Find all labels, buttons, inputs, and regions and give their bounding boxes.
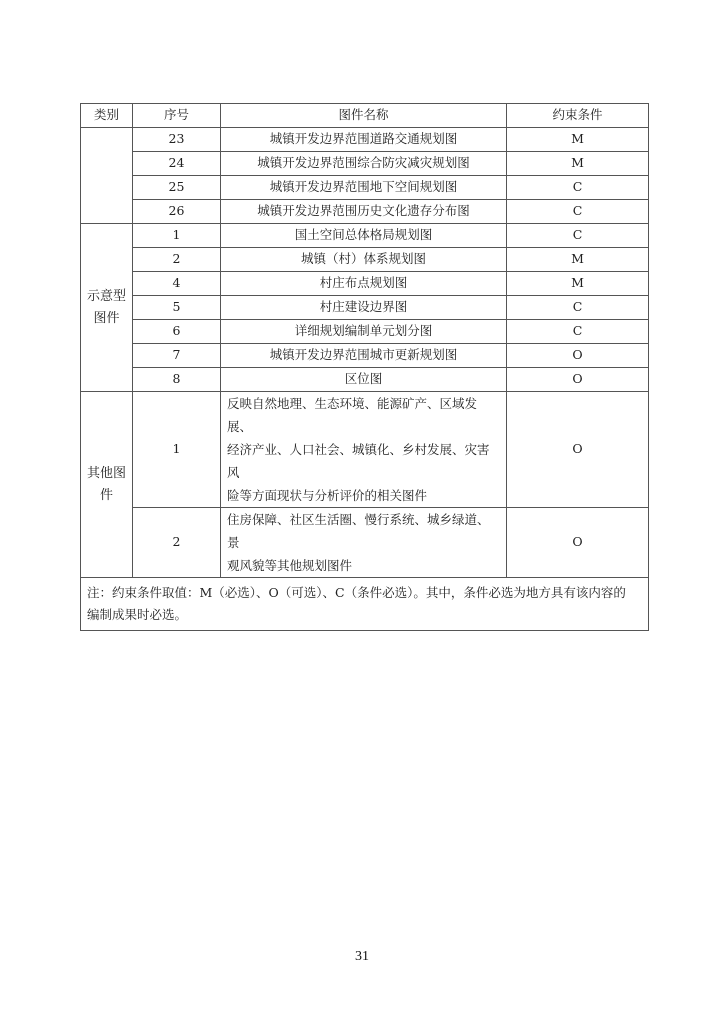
drawing-name-line: 经济产业、人口社会、城镇化、乡村发展、灾害风 bbox=[227, 442, 490, 480]
drawing-name-line: 观风貌等其他规划图件 bbox=[227, 558, 353, 573]
table-header-row bbox=[81, 104, 649, 128]
row-number: 24 bbox=[133, 152, 221, 176]
table-row bbox=[81, 176, 649, 200]
header-number: 序号 bbox=[133, 104, 221, 128]
row-number: 25 bbox=[133, 176, 221, 200]
table-row bbox=[81, 508, 649, 578]
table-row bbox=[81, 224, 649, 248]
row-number: 26 bbox=[133, 200, 221, 224]
header-constraint: 约束条件 bbox=[507, 104, 649, 128]
note-line: 编制成果时必选。 bbox=[87, 607, 188, 622]
row-number: 1 bbox=[133, 392, 221, 508]
row-drawing-name: 村庄建设边界图 bbox=[221, 296, 507, 320]
header-drawing-name: 图件名称 bbox=[221, 104, 507, 128]
category-cell-other bbox=[81, 392, 133, 578]
category-label-line: 图件 bbox=[93, 310, 120, 326]
header-category: 类别 bbox=[81, 104, 133, 128]
table-row bbox=[81, 368, 649, 392]
row-constraint: O bbox=[507, 368, 649, 392]
row-constraint: M bbox=[507, 128, 649, 152]
table-row bbox=[81, 152, 649, 176]
row-number: 4 bbox=[133, 272, 221, 296]
table-row bbox=[81, 392, 649, 508]
row-constraint: C bbox=[507, 224, 649, 248]
row-number: 2 bbox=[133, 508, 221, 578]
category-label-line: 其他图 bbox=[86, 465, 126, 481]
row-drawing-name: 详细规划编制单元划分图 bbox=[221, 320, 507, 344]
row-drawing-name bbox=[221, 508, 507, 578]
row-drawing-name: 城镇开发边界范围历史文化遗存分布图 bbox=[221, 200, 507, 224]
category-cell-continued bbox=[81, 128, 133, 224]
row-constraint: C bbox=[507, 320, 649, 344]
row-drawing-name: 村庄布点规划图 bbox=[221, 272, 507, 296]
table-row bbox=[81, 344, 649, 368]
row-drawing-name: 城镇开发边界范围道路交通规划图 bbox=[221, 128, 507, 152]
category-label-line: 件 bbox=[99, 487, 113, 503]
drawing-name-line: 险等方面现状与分析评价的相关图件 bbox=[227, 488, 428, 503]
row-number: 1 bbox=[133, 224, 221, 248]
row-number: 8 bbox=[133, 368, 221, 392]
row-number: 6 bbox=[133, 320, 221, 344]
category-label-line: 示意型 bbox=[86, 288, 126, 304]
row-number: 5 bbox=[133, 296, 221, 320]
row-constraint: C bbox=[507, 296, 649, 320]
row-number: 23 bbox=[133, 128, 221, 152]
table-row bbox=[81, 200, 649, 224]
row-drawing-name: 国土空间总体格局规划图 bbox=[221, 224, 507, 248]
table-row bbox=[81, 320, 649, 344]
row-constraint: O bbox=[507, 508, 649, 578]
table-note-row bbox=[81, 578, 649, 631]
note-line: 注：约束条件取值：M（必选）、O（可选）、C（条件必选）。其中，条件必选为地方具有该内容的 bbox=[87, 585, 626, 600]
category-cell-schematic bbox=[81, 224, 133, 392]
row-constraint: C bbox=[507, 176, 649, 200]
row-constraint: M bbox=[507, 248, 649, 272]
table-row bbox=[81, 128, 649, 152]
drawing-constraints-table bbox=[80, 103, 649, 631]
row-number: 7 bbox=[133, 344, 221, 368]
drawing-name-line: 反映自然地理、生态环境、能源矿产、区域发展、 bbox=[227, 396, 478, 434]
row-drawing-name: 区位图 bbox=[221, 368, 507, 392]
row-constraint: M bbox=[507, 272, 649, 296]
table-row bbox=[81, 272, 649, 296]
row-constraint: M bbox=[507, 152, 649, 176]
page-number: 31 bbox=[355, 949, 369, 964]
row-number: 2 bbox=[133, 248, 221, 272]
row-constraint: O bbox=[507, 392, 649, 508]
table-note bbox=[81, 578, 649, 631]
row-drawing-name: 城镇开发边界范围城市更新规划图 bbox=[221, 344, 507, 368]
row-drawing-name: 城镇开发边界范围综合防灾减灾规划图 bbox=[221, 152, 507, 176]
row-drawing-name bbox=[221, 392, 507, 508]
row-drawing-name: 城镇（村）体系规划图 bbox=[221, 248, 507, 272]
row-constraint: O bbox=[507, 344, 649, 368]
table-row bbox=[81, 296, 649, 320]
drawing-name-line: 住房保障、社区生活圈、慢行系统、城乡绿道、景 bbox=[227, 512, 490, 550]
row-constraint: C bbox=[507, 200, 649, 224]
row-drawing-name: 城镇开发边界范围地下空间规划图 bbox=[221, 176, 507, 200]
table-row bbox=[81, 248, 649, 272]
